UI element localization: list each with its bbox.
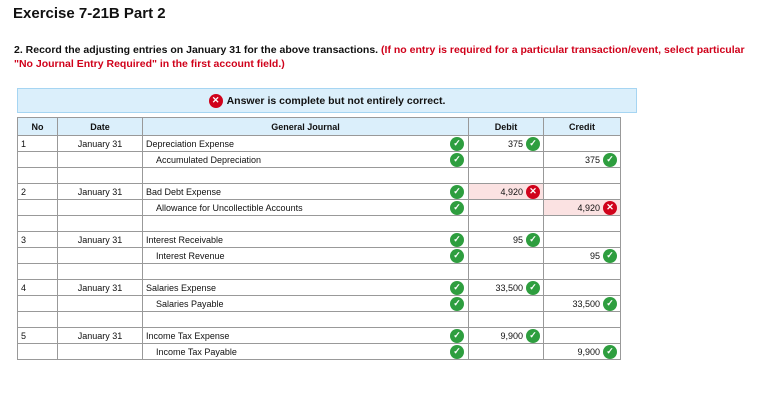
credit-amount-cell[interactable] [544, 248, 621, 264]
table-row [18, 328, 621, 344]
entry-no: 3 [18, 232, 58, 248]
credit-amount: 375 [584, 154, 600, 165]
credit-amount-cell[interactable] [544, 200, 621, 216]
check-circle-icon: ✓ [450, 329, 464, 343]
entry-no: 1 [18, 136, 58, 152]
debit-account: Interest Receivable [146, 234, 224, 245]
table-row [18, 296, 621, 312]
credit-amount: 33,500 [572, 298, 600, 309]
x-circle-icon: ✕ [526, 185, 540, 199]
table-row-spacer [18, 264, 621, 280]
debit-amount-cell[interactable] [469, 184, 544, 200]
credit-account: Salaries Payable [156, 298, 224, 309]
entry-date[interactable]: January 31 [58, 184, 143, 200]
entry-date[interactable]: January 31 [58, 232, 143, 248]
entry-no-empty [18, 200, 58, 216]
entry-date[interactable]: January 31 [58, 136, 143, 152]
credit-account: Interest Revenue [156, 250, 225, 261]
check-circle-icon: ✓ [603, 249, 617, 263]
debit-amount-cell[interactable] [469, 152, 544, 168]
spacer-cell [143, 312, 469, 328]
debit-account: Bad Debt Expense [146, 186, 222, 197]
spacer-cell [143, 168, 469, 184]
page-title: Exercise 7-21B Part 2 [13, 5, 166, 22]
table-row-spacer [18, 168, 621, 184]
check-circle-icon: ✓ [450, 137, 464, 151]
spacer-cell [143, 216, 469, 232]
spacer-cell [58, 312, 143, 328]
table-header-row [18, 118, 621, 136]
debit-amount-cell[interactable] [469, 280, 544, 296]
credit-account-cell[interactable] [143, 344, 469, 360]
entry-no: 4 [18, 280, 58, 296]
credit-account-cell[interactable] [143, 296, 469, 312]
credit-account: Allowance for Uncollectible Accounts [156, 202, 303, 213]
credit-amount-cell[interactable] [544, 344, 621, 360]
debit-account: Salaries Expense [146, 282, 217, 293]
credit-account-cell[interactable] [143, 248, 469, 264]
debit-amount: 9,900 [500, 330, 523, 341]
spacer-cell [469, 264, 544, 280]
check-circle-icon: ✓ [450, 153, 464, 167]
table-row [18, 200, 621, 216]
credit-account: Income Tax Payable [156, 346, 237, 357]
debit-account-cell[interactable] [143, 136, 469, 152]
credit-amount: 4,920 [577, 202, 600, 213]
credit-amount-cell[interactable] [544, 152, 621, 168]
debit-account: Income Tax Expense [146, 330, 230, 341]
debit-amount: 375 [507, 138, 523, 149]
debit-account-cell[interactable] [143, 232, 469, 248]
entry-no: 5 [18, 328, 58, 344]
table-row [18, 136, 621, 152]
spacer-cell [18, 264, 58, 280]
header-credit: Credit [544, 118, 621, 136]
entry-date-empty [58, 200, 143, 216]
entry-no-empty [18, 296, 58, 312]
journal-body [18, 136, 621, 360]
x-circle-icon: ✕ [603, 201, 617, 215]
credit-account: Accumulated Depreciation [156, 154, 262, 165]
header-no: No [18, 118, 58, 136]
credit-amount: 95 [589, 250, 600, 261]
spacer-cell [544, 312, 621, 328]
credit-account-cell[interactable] [143, 200, 469, 216]
header-debit: Debit [469, 118, 544, 136]
entry-date-empty [58, 152, 143, 168]
check-circle-icon: ✓ [450, 233, 464, 247]
result-banner [17, 88, 637, 113]
check-circle-icon: ✓ [603, 297, 617, 311]
table-row-spacer [18, 216, 621, 232]
debit-amount-cell[interactable] [469, 248, 544, 264]
spacer-cell [58, 168, 143, 184]
spacer-cell [469, 312, 544, 328]
table-row [18, 184, 621, 200]
debit-amount: 95 [512, 234, 523, 245]
debit-amount-cell[interactable] [469, 328, 544, 344]
check-circle-icon: ✓ [526, 233, 540, 247]
debit-amount: 4,920 [500, 186, 523, 197]
debit-account-cell[interactable] [143, 328, 469, 344]
spacer-cell [143, 264, 469, 280]
credit-amount-cell[interactable] [544, 232, 621, 248]
debit-account-cell[interactable] [143, 280, 469, 296]
result-banner-text: Answer is complete but not entirely correct. [226, 94, 446, 107]
debit-amount: 33,500 [495, 282, 523, 293]
entry-date-empty [58, 248, 143, 264]
entry-no-empty [18, 344, 58, 360]
debit-amount-cell[interactable] [469, 344, 544, 360]
credit-amount: 9,900 [577, 346, 600, 357]
entry-date-empty [58, 344, 143, 360]
entry-no: 2 [18, 184, 58, 200]
credit-amount-cell[interactable] [544, 184, 621, 200]
check-circle-icon: ✓ [450, 281, 464, 295]
entry-date[interactable]: January 31 [58, 328, 143, 344]
table-row [18, 248, 621, 264]
check-circle-icon: ✓ [526, 281, 540, 295]
debit-amount-cell[interactable] [469, 200, 544, 216]
check-circle-icon: ✓ [526, 329, 540, 343]
spacer-cell [544, 168, 621, 184]
check-circle-icon: ✓ [450, 297, 464, 311]
table-row [18, 280, 621, 296]
table-row [18, 232, 621, 248]
table-row-spacer [18, 312, 621, 328]
spacer-cell [544, 264, 621, 280]
credit-amount-cell[interactable] [544, 280, 621, 296]
check-circle-icon: ✓ [450, 185, 464, 199]
entry-date-empty [58, 296, 143, 312]
header-general-journal: General Journal [143, 118, 469, 136]
credit-amount-cell[interactable] [544, 328, 621, 344]
spacer-cell [18, 312, 58, 328]
spacer-cell [544, 216, 621, 232]
entry-date[interactable]: January 31 [58, 280, 143, 296]
check-circle-icon: ✓ [526, 137, 540, 151]
debit-amount-cell[interactable] [469, 232, 544, 248]
journal-table [17, 117, 621, 360]
header-date: Date [58, 118, 143, 136]
table-row [18, 152, 621, 168]
entry-no-empty [18, 248, 58, 264]
instructions-text: 2. Record the adjusting entries on January 31 for the above transactions. [14, 44, 379, 56]
credit-amount-cell[interactable] [544, 136, 621, 152]
debit-amount-cell[interactable] [469, 296, 544, 312]
x-circle-icon: ✕ [209, 94, 223, 108]
credit-amount-cell[interactable] [544, 296, 621, 312]
credit-account-cell[interactable] [143, 152, 469, 168]
check-circle-icon: ✓ [603, 153, 617, 167]
entry-no-empty [18, 152, 58, 168]
spacer-cell [58, 264, 143, 280]
check-circle-icon: ✓ [450, 201, 464, 215]
spacer-cell [58, 216, 143, 232]
spacer-cell [469, 168, 544, 184]
spacer-cell [469, 216, 544, 232]
check-circle-icon: ✓ [450, 249, 464, 263]
spacer-cell [18, 168, 58, 184]
table-row [18, 344, 621, 360]
check-circle-icon: ✓ [450, 345, 464, 359]
instructions [14, 43, 749, 71]
instructions-note: (If no entry is required for a particular transaction/event, select particular "No Journal Entry Required" in the first account field.) [14, 44, 745, 70]
check-circle-icon: ✓ [603, 345, 617, 359]
spacer-cell [18, 216, 58, 232]
debit-account: Depreciation Expense [146, 138, 235, 149]
debit-account-cell[interactable] [143, 184, 469, 200]
debit-amount-cell[interactable] [469, 136, 544, 152]
